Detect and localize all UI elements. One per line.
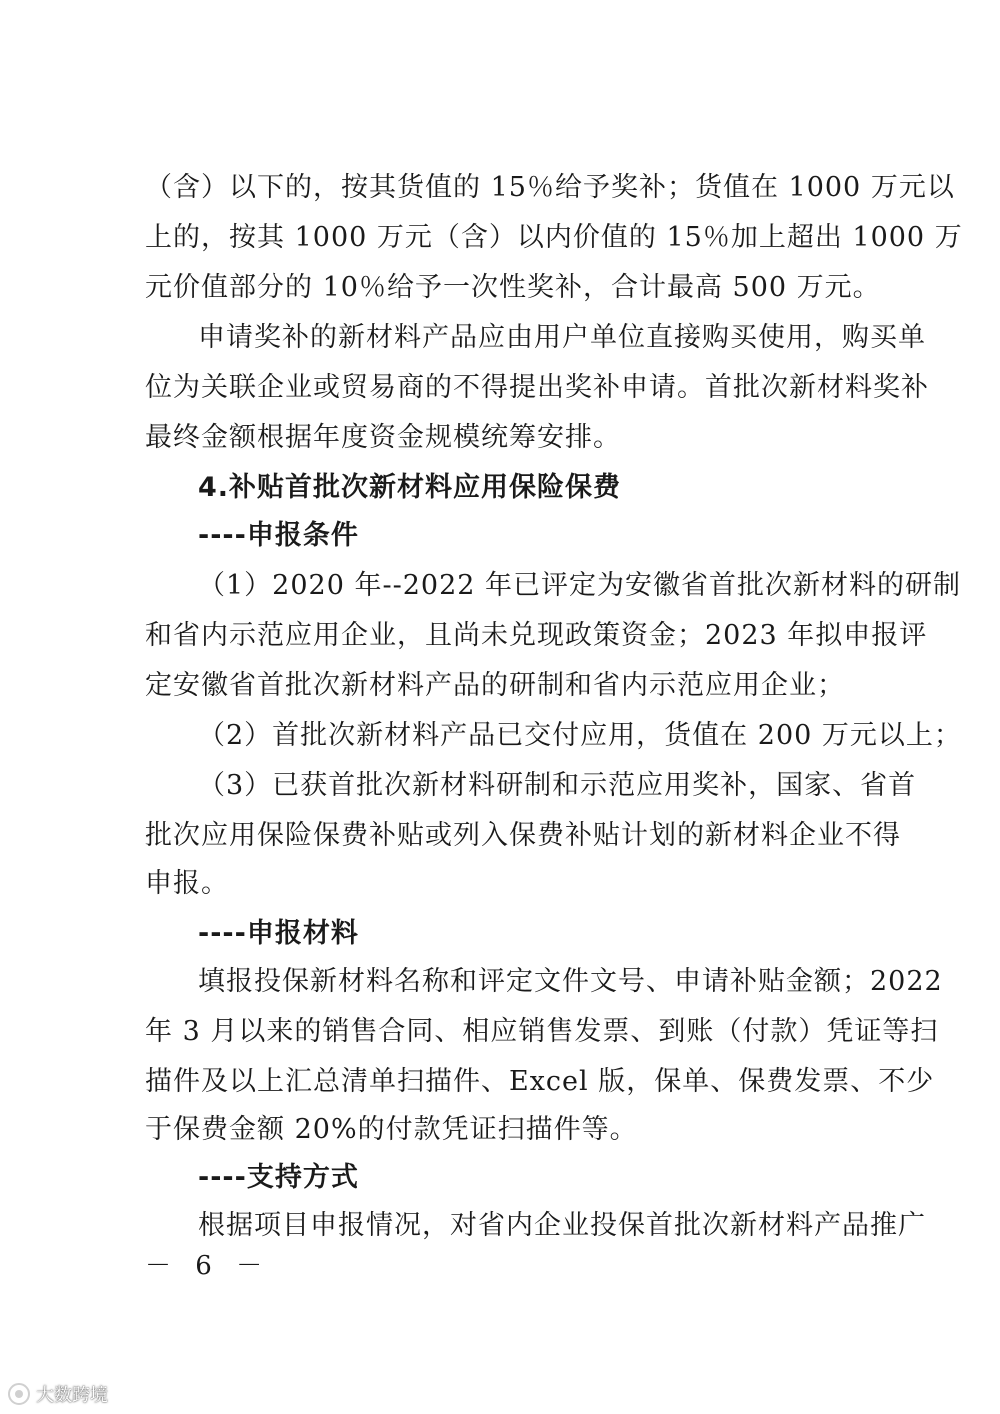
paragraph-line: 年 3 月以来的销售合同、相应销售发票、到账（付款）凭证等扫 <box>145 1016 939 1047</box>
paragraph-line: （1）2020 年--2022 年已评定为安徽省首批次新材料的研制 <box>198 570 962 601</box>
page-number: － 6 － <box>145 1251 271 1281</box>
subsection-heading: ----支持方式 <box>198 1162 359 1193</box>
paragraph-line: （3）已获首批次新材料研制和示范应用奖补，国家、省首 <box>198 770 917 801</box>
watermark <box>8 1380 108 1408</box>
paragraph-line: 上的，按其 1000 万元（含）以内价值的 15％加上超出 1000 万 <box>145 222 963 253</box>
section-heading: 4.补贴首批次新材料应用保险保费 <box>198 472 622 503</box>
paragraph-line: 和省内示范应用企业，且尚未兑现政策资金；2023 年拟申报评 <box>145 620 928 651</box>
paragraph-line: 申请奖补的新材料产品应由用户单位直接购买使用，购买单 <box>198 322 926 353</box>
paragraph-line: 最终金额根据年度资金规模统筹安排。 <box>145 422 621 453</box>
paragraph-line: 元价值部分的 10％给予一次性奖补，合计最高 500 万元。 <box>145 272 881 303</box>
paragraph-line: （2）首批次新材料产品已交付应用，货值在 200 万元以上； <box>198 720 962 751</box>
paragraph-line: 定安徽省首批次新材料产品的研制和省内示范应用企业； <box>145 670 845 701</box>
paragraph-line: 填报投保新材料名称和评定文件文号、申请补贴金额；2022 <box>198 966 943 997</box>
watermark-logo-icon <box>8 1383 30 1405</box>
paragraph-line: 申报。 <box>145 868 229 899</box>
watermark-text: 大数跨境 <box>36 1385 108 1406</box>
paragraph-line: 于保费金额 20%的付款凭证扫描件等。 <box>145 1114 638 1145</box>
subsection-heading: ----申报条件 <box>198 520 359 551</box>
paragraph-line: 批次应用保险保费补贴或列入保费补贴计划的新材料企业不得 <box>145 820 901 851</box>
paragraph-line: （含）以下的，按其货值的 15％给予奖补；货值在 1000 万元以 <box>145 172 955 203</box>
paragraph-line: 根据项目申报情况，对省内企业投保首批次新材料产品推广 <box>198 1210 926 1241</box>
paragraph-line: 描件及以上汇总清单扫描件、Excel 版，保单、保费发票、不少 <box>145 1066 935 1097</box>
subsection-heading: ----申报材料 <box>198 918 359 949</box>
paragraph-line: 位为关联企业或贸易商的不得提出奖补申请。首批次新材料奖补 <box>145 372 929 403</box>
